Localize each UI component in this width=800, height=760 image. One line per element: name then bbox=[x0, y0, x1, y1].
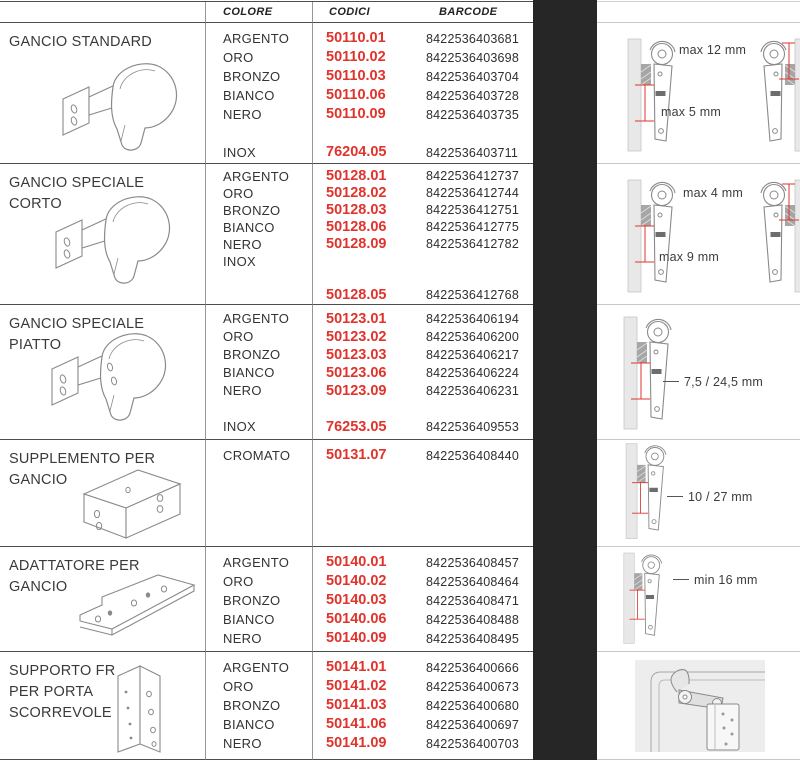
product-table bbox=[0, 1, 533, 759]
barcode-value: 8422536412775 bbox=[426, 220, 519, 234]
codici-cell bbox=[312, 23, 417, 164]
barcode-value: 8422536403681 bbox=[426, 32, 519, 46]
color-label: BIANCO bbox=[223, 220, 275, 235]
color-label bbox=[223, 287, 312, 304]
barcode-value bbox=[426, 125, 533, 144]
color-label: ARGENTO bbox=[223, 31, 290, 46]
barcode-value: 8422536400680 bbox=[426, 699, 519, 713]
column-header-codici bbox=[312, 2, 417, 23]
barcode-value: 8422536400697 bbox=[426, 718, 519, 732]
code-value: 50110.03 bbox=[326, 68, 386, 84]
column-header-codici-label: CODICI bbox=[329, 6, 370, 18]
code-value: 50141.03 bbox=[326, 697, 387, 713]
color-label: NERO bbox=[223, 383, 262, 398]
code-value: 50140.06 bbox=[326, 611, 387, 627]
codici-cell bbox=[312, 440, 417, 547]
product-title bbox=[0, 652, 205, 724]
color-label: NERO bbox=[223, 107, 262, 122]
code-value: 50140.02 bbox=[326, 573, 387, 589]
product-title-line: PER PORTA bbox=[9, 684, 94, 700]
barcode-value: 8422536403735 bbox=[426, 108, 519, 122]
gancio-speciale-corto-drawing bbox=[48, 190, 186, 290]
code-value: 50140.01 bbox=[326, 554, 387, 570]
code-value: 50140.03 bbox=[326, 592, 387, 608]
barcode-value: 8422536412737 bbox=[426, 169, 519, 183]
barcode-value: 8422536406231 bbox=[426, 384, 519, 398]
code-value: 50110.09 bbox=[326, 106, 386, 122]
product-title-line: GANCIO SPECIALE bbox=[9, 175, 145, 191]
code-value: 76204.05 bbox=[326, 144, 387, 160]
diagram-cell bbox=[597, 440, 800, 547]
dimension-label: max 5 mm bbox=[661, 105, 721, 119]
barcode-value bbox=[426, 270, 533, 287]
code-value: 50141.09 bbox=[326, 735, 387, 751]
product-cell bbox=[0, 305, 205, 440]
code-value: 76253.05 bbox=[326, 419, 387, 435]
code-value: 50123.06 bbox=[326, 365, 387, 381]
color-label: NERO bbox=[223, 631, 262, 646]
color-label: BRONZO bbox=[223, 203, 281, 218]
code-value: 50128.01 bbox=[326, 168, 387, 184]
barcode-cell bbox=[417, 547, 533, 652]
color-label: ARGENTO bbox=[223, 555, 290, 570]
color-label: ORO bbox=[223, 329, 254, 344]
product-title bbox=[0, 23, 205, 53]
color-label: ORO bbox=[223, 679, 254, 694]
dark-vertical-band bbox=[533, 0, 597, 760]
colore-cell bbox=[205, 23, 312, 164]
barcode-value: 8422536400703 bbox=[426, 737, 519, 751]
color-label: ARGENTO bbox=[223, 660, 290, 675]
barcode-value bbox=[426, 400, 533, 418]
barcode-value: 8422536408488 bbox=[426, 613, 519, 627]
code-value: 50131.07 bbox=[326, 447, 387, 463]
barcode-value: 8422536408495 bbox=[426, 632, 519, 646]
barcode-value: 8422536403728 bbox=[426, 89, 519, 103]
column-header-barcode-label: BARCODE bbox=[439, 6, 498, 18]
diagram-header-strip bbox=[597, 2, 800, 23]
color-label: BRONZO bbox=[223, 69, 281, 84]
color-label: BIANCO bbox=[223, 612, 275, 627]
color-label: BIANCO bbox=[223, 88, 275, 103]
barcode-cell bbox=[417, 440, 533, 547]
hook-side-view-drawing bbox=[627, 178, 689, 301]
product-cell bbox=[0, 23, 205, 164]
colore-cell bbox=[205, 652, 312, 760]
product-title-line: ADATTATORE PER GANCIO bbox=[9, 558, 140, 595]
code-value: 50110.01 bbox=[326, 30, 386, 46]
color-label: BRONZO bbox=[223, 593, 281, 608]
color-label: ORO bbox=[223, 50, 254, 65]
diagram-cell bbox=[597, 23, 800, 164]
dimension-label: max 4 mm bbox=[683, 186, 743, 200]
color-label: ARGENTO bbox=[223, 169, 290, 184]
codici-cell bbox=[312, 164, 417, 305]
barcode-value: 8422536409553 bbox=[426, 420, 519, 434]
barcode-cell bbox=[417, 164, 533, 305]
dimension-diagrams-column bbox=[597, 1, 800, 759]
barcode-value: 8422536408440 bbox=[426, 449, 519, 463]
color-label: NERO bbox=[223, 736, 262, 751]
supplemento-block-drawing bbox=[68, 462, 198, 544]
code-value: 50110.06 bbox=[326, 87, 386, 103]
code-value: 50128.05 bbox=[326, 287, 387, 303]
code-value: 50128.06 bbox=[326, 219, 387, 235]
color-label: BIANCO bbox=[223, 365, 275, 380]
code-value: 50123.02 bbox=[326, 329, 387, 345]
code-value bbox=[326, 253, 417, 270]
code-value: 50128.03 bbox=[326, 202, 387, 218]
barcode-value: 8422536412751 bbox=[426, 203, 519, 217]
code-value bbox=[326, 124, 417, 143]
product-cell bbox=[0, 652, 205, 760]
hook-side-view-drawing bbox=[623, 551, 673, 652]
barcode-value: 8422536403711 bbox=[426, 146, 519, 160]
color-label: INOX bbox=[223, 254, 256, 269]
product-cell bbox=[0, 547, 205, 652]
code-value: 50141.01 bbox=[326, 659, 387, 675]
product-title-line: SUPPORTO FR bbox=[9, 663, 116, 679]
diagram-cell bbox=[597, 547, 800, 652]
code-value bbox=[326, 400, 417, 418]
product-title-line: CORTO bbox=[9, 196, 62, 212]
color-label: BIANCO bbox=[223, 717, 275, 732]
color-label: BRONZO bbox=[223, 347, 281, 362]
code-value: 50128.02 bbox=[326, 185, 387, 201]
leader-line bbox=[663, 381, 679, 382]
barcode-value: 8422536406194 bbox=[426, 312, 519, 326]
barcode-cell bbox=[417, 305, 533, 440]
header-empty-cell bbox=[0, 2, 205, 23]
adattatore-plate-drawing bbox=[72, 567, 204, 639]
diagram-cell bbox=[597, 305, 800, 440]
code-value: 50110.02 bbox=[326, 49, 386, 65]
product-title-line: SCORREVOLE bbox=[9, 705, 112, 721]
barcode-value: 8422536412744 bbox=[426, 186, 519, 200]
code-value: 50141.06 bbox=[326, 716, 387, 732]
hook-side-view-mirrored-drawing bbox=[747, 37, 800, 160]
barcode-value: 8422536406217 bbox=[426, 348, 519, 362]
codici-cell bbox=[312, 652, 417, 760]
barcode-value: 8422536408464 bbox=[426, 575, 519, 589]
dimension-label: min 16 mm bbox=[673, 573, 758, 587]
gancio-speciale-piatto-drawing bbox=[44, 327, 182, 427]
product-title-line: PIATTO bbox=[9, 337, 62, 353]
colore-cell bbox=[205, 440, 312, 547]
codici-cell bbox=[312, 547, 417, 652]
color-label: INOX bbox=[223, 145, 256, 160]
barcode-value bbox=[426, 253, 533, 270]
color-label bbox=[223, 124, 312, 143]
color-label bbox=[223, 270, 312, 287]
color-label: CROMATO bbox=[223, 448, 291, 463]
barcode-value: 8422536408471 bbox=[426, 594, 519, 608]
barcode-value: 8422536403704 bbox=[426, 70, 519, 84]
product-title-line: GANCIO STANDARD bbox=[9, 34, 152, 50]
column-header-colore-label: COLORE bbox=[223, 6, 273, 18]
product-cell bbox=[0, 440, 205, 547]
colore-cell bbox=[205, 547, 312, 652]
dimension-label: max 12 mm bbox=[679, 43, 747, 57]
diagram-cell bbox=[597, 164, 800, 305]
gancio-standard-drawing bbox=[55, 57, 193, 157]
barcode-value: 8422536400673 bbox=[426, 680, 519, 694]
barcode-value: 8422536406224 bbox=[426, 366, 519, 380]
door-corner-support-drawing bbox=[633, 658, 767, 759]
barcode-value: 8422536412782 bbox=[426, 237, 519, 251]
color-label: ARGENTO bbox=[223, 311, 290, 326]
dimension-label: max 9 mm bbox=[659, 250, 719, 264]
supporto-angle-bracket-drawing bbox=[108, 660, 168, 755]
hook-side-view-mirrored-drawing bbox=[747, 178, 800, 301]
code-value: 50123.09 bbox=[326, 383, 387, 399]
color-label: ORO bbox=[223, 574, 254, 589]
barcode-value: 8422536406200 bbox=[426, 330, 519, 344]
code-value: 50128.09 bbox=[326, 236, 387, 252]
column-header-colore bbox=[205, 2, 312, 23]
product-cell bbox=[0, 164, 205, 305]
code-value: 50140.09 bbox=[326, 630, 387, 646]
barcode-cell bbox=[417, 652, 533, 760]
product-title-line: GANCIO bbox=[9, 472, 68, 488]
code-value: 50123.01 bbox=[326, 311, 387, 327]
barcode-value: 8422536412768 bbox=[426, 288, 519, 302]
color-label: NERO bbox=[223, 237, 262, 252]
barcode-value: 8422536400666 bbox=[426, 661, 519, 675]
column-header-barcode bbox=[417, 2, 533, 23]
colore-cell bbox=[205, 305, 312, 440]
barcode-cell bbox=[417, 23, 533, 164]
barcode-value: 8422536408457 bbox=[426, 556, 519, 570]
color-label: ORO bbox=[223, 186, 254, 201]
product-title-line: SUPPLEMENTO PER bbox=[9, 451, 156, 467]
color-label: INOX bbox=[223, 419, 256, 434]
code-value bbox=[326, 270, 417, 287]
barcode-value: 8422536403698 bbox=[426, 51, 519, 65]
codici-cell bbox=[312, 305, 417, 440]
leader-line bbox=[673, 579, 689, 580]
code-value: 50123.03 bbox=[326, 347, 387, 363]
dimension-label: 10 / 27 mm bbox=[667, 490, 753, 504]
product-title-line: GANCIO SPECIALE bbox=[9, 316, 145, 332]
code-value: 50141.02 bbox=[326, 678, 387, 694]
color-label: BRONZO bbox=[223, 698, 281, 713]
color-label bbox=[223, 400, 312, 418]
leader-line bbox=[667, 496, 683, 497]
diagram-cell bbox=[597, 652, 800, 760]
dimension-label: 7,5 / 24,5 mm bbox=[663, 375, 763, 389]
colore-cell bbox=[205, 164, 312, 305]
